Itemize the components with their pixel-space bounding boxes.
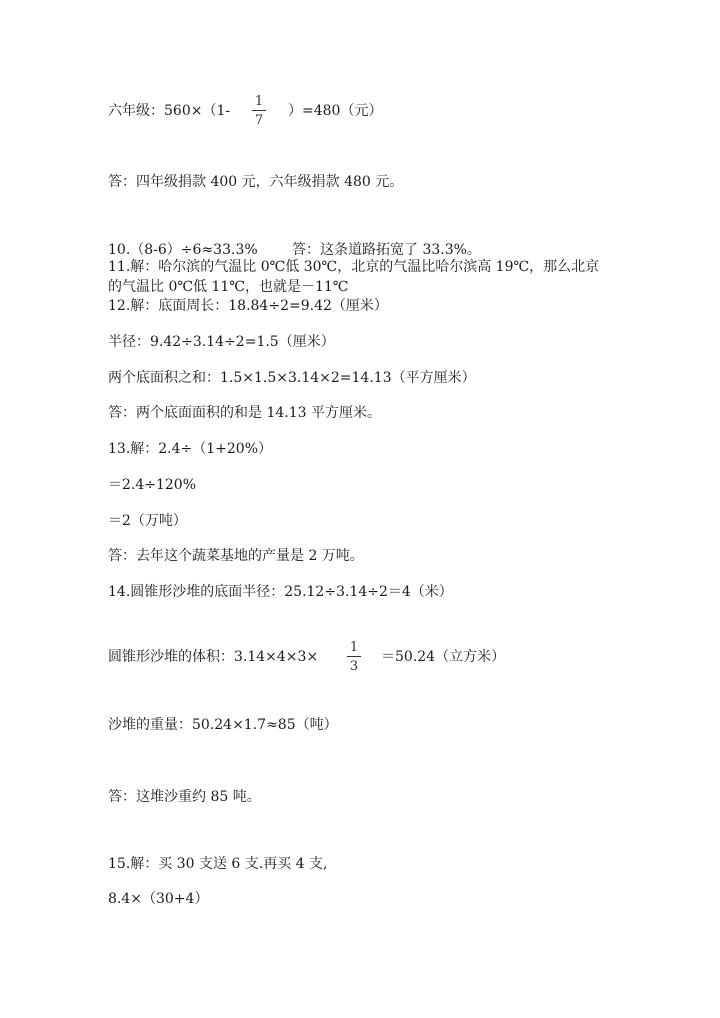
q13-step1: ＝2.4÷120% <box>108 477 197 493</box>
fraction-bar <box>252 110 266 111</box>
fraction-one-seventh <box>252 94 266 128</box>
q10-answer: 答：这条道路拓宽了 33.3%。 <box>292 242 481 258</box>
fraction-denominator: 3 <box>349 659 359 674</box>
q14-weight: 沙堆的重量：50.24×1.7≈85（吨） <box>108 717 338 733</box>
grade6-calc-right: ）=480（元） <box>288 103 383 119</box>
q12-circumference: 12.解：底面周长：18.84÷2=9.42（厘米） <box>108 298 388 314</box>
fraction-bar <box>347 656 361 657</box>
fraction-one-third <box>347 640 361 674</box>
q15-calc: 15.解：买 30 支送 6 支.再买 4 支, <box>108 856 328 872</box>
q11-line1: 11.解：哈尔滨的气温比 0℃低 30℃，北京的气温比哈尔滨高 19℃，那么北京 <box>108 259 600 275</box>
q14-radius: 14.圆锥形沙堆的底面半径：25.12÷3.14÷2＝4（米） <box>108 584 453 600</box>
q13-answer: 答：去年这个蔬菜基地的产量是 2 万吨。 <box>108 548 364 564</box>
q10-calc: 10.（8-6）÷6≈33.3% <box>108 242 258 258</box>
q14-answer: 答：这堆沙重约 85 吨。 <box>108 789 261 805</box>
fraction-denominator: 7 <box>254 113 264 128</box>
grade6-calc-left: 六年级：560×（1- <box>108 103 231 119</box>
q13-calc: 13.解：2.4÷（1+20%） <box>108 441 273 457</box>
q15-step: 8.4×（30+4） <box>108 891 209 907</box>
q14-volume-left: 圆锥形沙堆的体积：3.14×4×3× <box>108 649 319 665</box>
answer-donations: 答：四年级捐款 400 元，六年级捐款 480 元。 <box>108 174 404 190</box>
q13-step2: ＝2（万吨） <box>108 513 187 529</box>
fraction-numerator: 1 <box>349 640 359 655</box>
q12-radius: 半径：9.42÷3.14÷2=1.5（厘米） <box>108 334 335 350</box>
fraction-numerator: 1 <box>254 94 264 109</box>
q14-volume-right: ＝50.24（立方米） <box>381 649 506 665</box>
q12-answer: 答：两个底面面积的和是 14.13 平方厘米。 <box>108 405 381 421</box>
q11-line2: 的气温比 0℃低 11℃，也就是－11℃ <box>108 279 349 295</box>
q12-area-sum: 两个底面积之和：1.5×1.5×3.14×2=14.13（平方厘米） <box>108 370 476 386</box>
